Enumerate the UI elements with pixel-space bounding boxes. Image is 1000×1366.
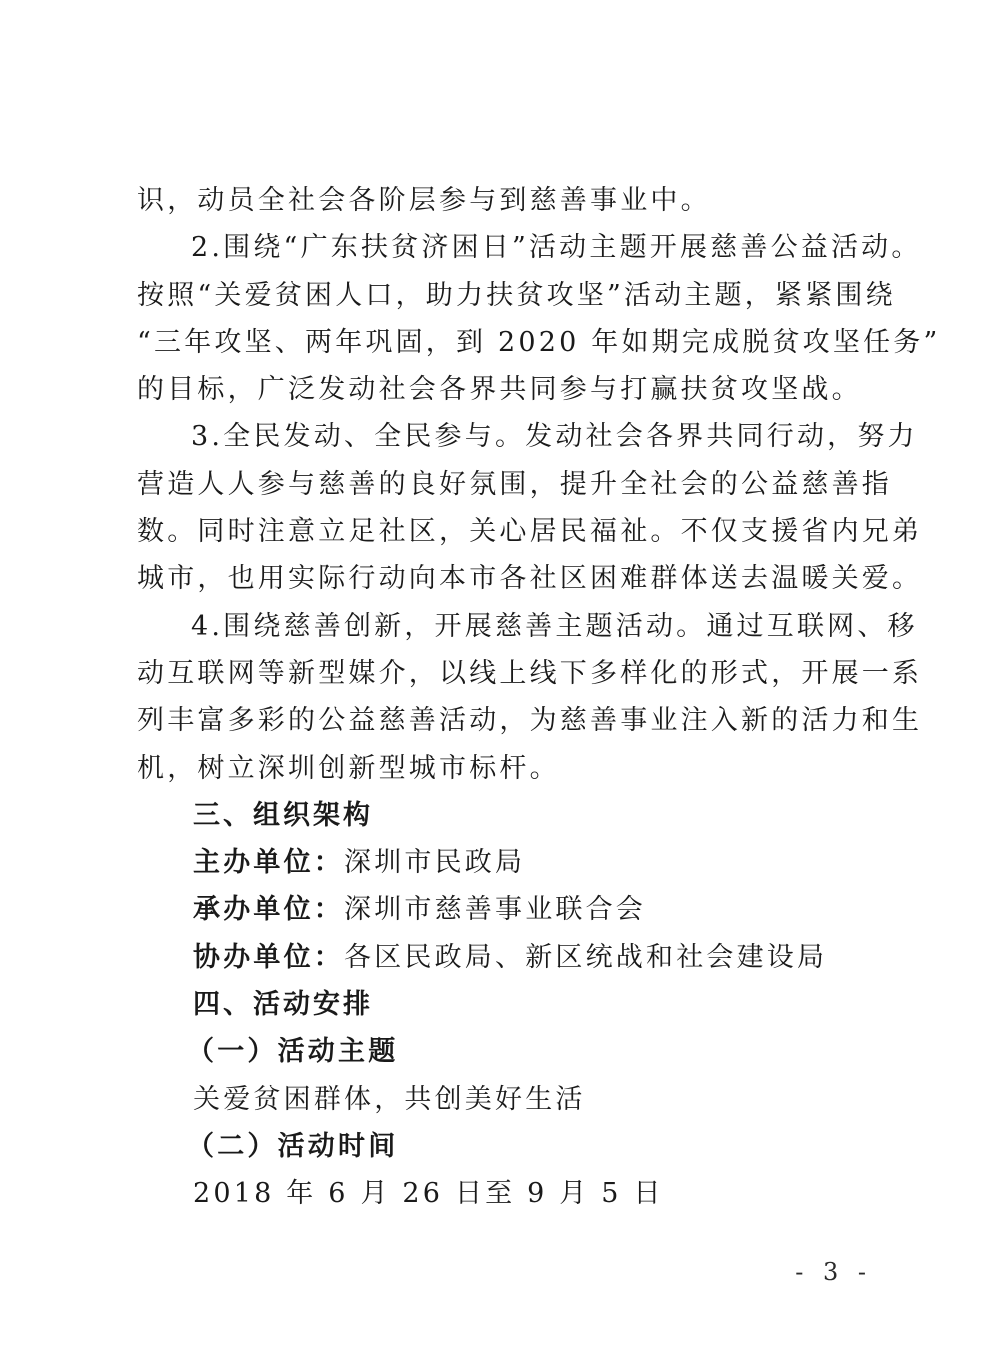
text-line: 识，动员全社会各阶层参与到慈善事业中。 xyxy=(137,185,711,216)
text-line: 营造人人参与慈善的良好氛围，提升全社会的公益慈善指 xyxy=(137,468,892,500)
paragraph-continuation xyxy=(137,177,872,224)
co-organizer-unit-row xyxy=(137,934,872,981)
organizer-unit-value: 深圳市慈善事业联合会 xyxy=(344,894,646,926)
text-line: 3.全民发动、全民参与。发动社会各界共同行动，努力 xyxy=(191,421,918,453)
organizer-unit-row xyxy=(137,886,872,933)
text-line: 的目标，广泛发动社会各界共同参与打赢扶贫攻坚战。 xyxy=(137,374,862,406)
text-line: 城市，也用实际行动向本市各社区困难群体送去温暖关爱。 xyxy=(137,563,923,595)
subheading-theme: （一）活动主题 xyxy=(187,1036,399,1068)
paragraph-item-4 xyxy=(137,603,923,792)
co-organizer-unit-label: 协办单位： xyxy=(193,941,344,973)
time-text: 2018 年 6 月 26 日至 9 月 5 日 xyxy=(193,1178,664,1210)
paragraph-item-3 xyxy=(137,413,923,602)
document-body xyxy=(137,177,941,1218)
text-line: 列丰富多彩的公益慈善活动，为慈善事业注入新的活力和生 xyxy=(137,705,923,737)
text-line: 2.围绕“广东扶贫济困日”活动主题开展慈善公益活动。 xyxy=(191,232,922,264)
text-line: 机，树立深圳创新型城市标杆。 xyxy=(137,752,560,784)
host-unit-row xyxy=(137,839,872,886)
host-unit-label: 主办单位： xyxy=(193,847,344,879)
subheading-time: （二）活动时间 xyxy=(187,1130,399,1162)
theme-text: 关爱贫困群体，共创美好生活 xyxy=(193,1083,586,1115)
page-number: - 3 - xyxy=(795,1258,872,1286)
text-line: 按照“关爱贫困人口，助力扶贫攻坚”活动主题，紧紧围绕 xyxy=(137,279,896,311)
host-unit-value: 深圳市民政局 xyxy=(344,847,526,879)
text-line: “三年攻坚、两年巩固，到 2020 年如期完成脱贫攻坚任务” xyxy=(137,326,941,358)
co-organizer-unit-value: 各区民政局、新区统战和社会建设局 xyxy=(344,941,828,973)
organizer-unit-label: 承办单位： xyxy=(193,894,344,926)
text-line: 数。同时注意立足社区，关心居民福祉。不仅支援省内兄弟 xyxy=(137,516,923,548)
paragraph-item-2 xyxy=(137,224,941,413)
section-heading-organization: 三、组织架构 xyxy=(193,799,373,831)
text-line: 动互联网等新型媒介，以线上线下多样化的形式，开展一系 xyxy=(137,657,923,689)
text-line: 4.围绕慈善创新，开展慈善主题活动。通过互联网、移 xyxy=(191,610,918,642)
section-heading-arrangement: 四、活动安排 xyxy=(193,989,373,1021)
